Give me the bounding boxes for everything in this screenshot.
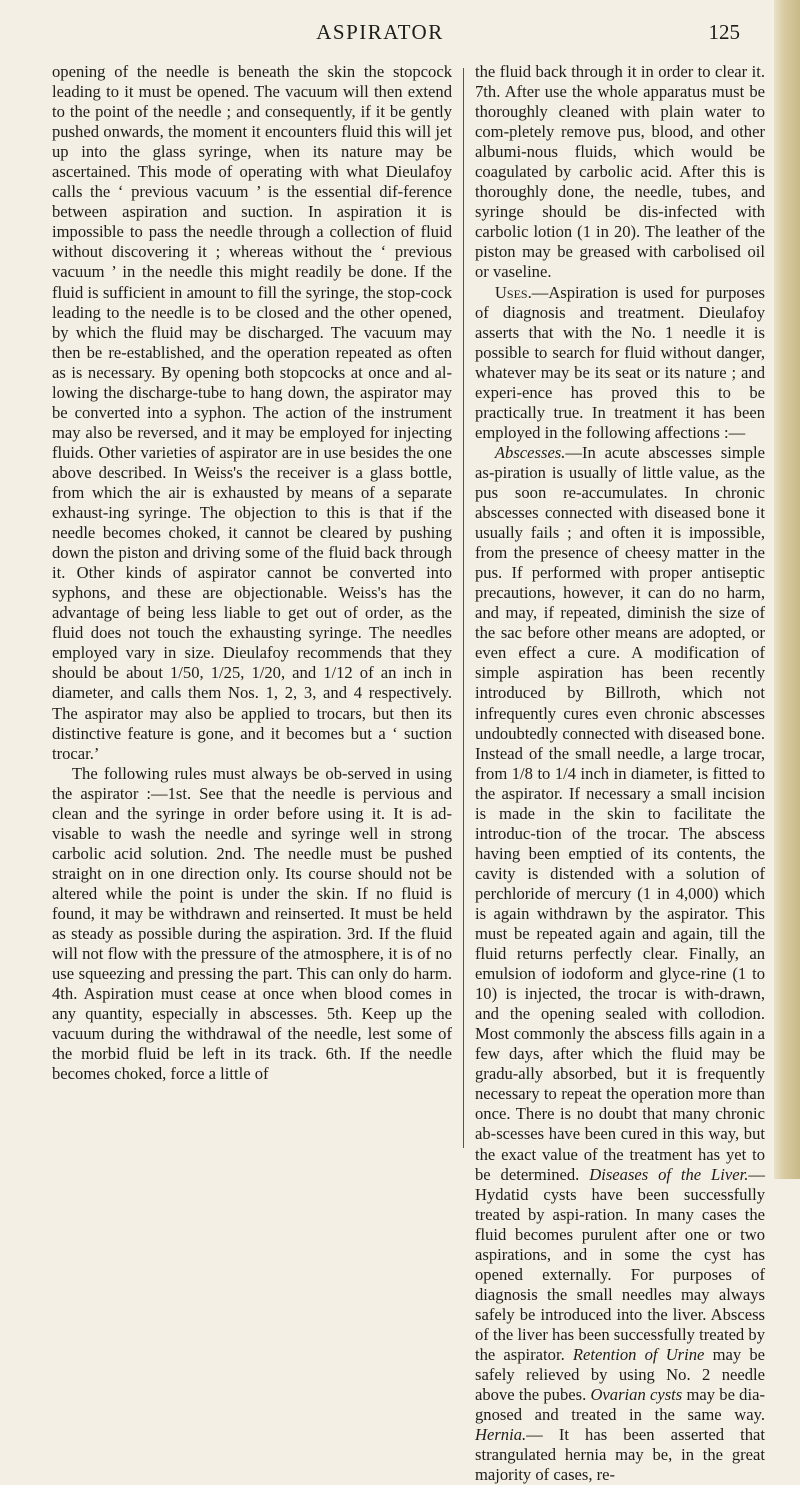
paragraph: the fluid back through it in order to clear it. 7th. After use the whole apparatus must be thoroughly cleaned with plain water to com-pletely remove pus, blood, and other albumi-nous fluids, which would be coagulated by carbolic acid. After this is thoroughly done, the needle, tubes, and syringe should be dis-infected with carbolic lotion (1 in 20). The leather of the piston may be greased with carbolised oil or vaseline. bbox=[475, 62, 765, 282]
abscesses-text: —In acute abscesses simple as-piration is usually of little value, as the pus soon re-accumulates. In chronic abscesses connected with diseased bone it usually fails ; and often it is impossible, from the presence of cheesy matter in the pus. If performed with proper antiseptic precautions, however, it can do no harm, and may, if repeated, diminish the size of the sac before other means are adopted, or even effect a cure. A modification of simple aspiration has been recently introduced by Billroth, which not infrequently cures even chronic abscesses undoubtedly connected with diseased bone. Instead of the small needle, a large trocar, from 1/8 to 1/4 inch in diameter, is fitted to the aspirator. If necessary a small incision is made in the skin to facilitate the introduc-tion of the trocar. The abscess having been emptied of its contents, the cavity is distended with a solution of perchloride of mercury (1 in 4,000) which is again withdrawn by the aspirator. This must be repeated again and again, till the fluid returns perfectly clear. Finally, an emulsion of iodoform and glyce-rine (1 to 10) is injected, the trocar is with-drawn, and the opening sealed with collodion. Most commonly the abscess fills again in a few days, after which the fluid may be gradu-ally absorbed, but it is frequently necessary to repeat the operation more than once. There is no doubt that many chronic ab-scesses have been cured in this way, but the exact value of the treatment has yet to be determined. bbox=[475, 442, 765, 1184]
running-title: ASPIRATOR bbox=[316, 20, 444, 44]
ovarian-text: may be dia-gnosed and treated in the same way. bbox=[475, 1385, 765, 1425]
uses-text: —Aspiration is used for purposes of diagnosis and treatment. Dieulafoy asserts that with the No. 1 needle it is possible to search for fluid without danger, whatever may be its seat or its nature ; and experi-ence has proved this to be practically true. In treatment it has been employed in the following affections :— bbox=[475, 282, 765, 442]
paragraph-abscesses bbox=[475, 443, 765, 1485]
page-number: 125 bbox=[708, 20, 740, 44]
paragraph-uses bbox=[475, 283, 765, 443]
column-divider bbox=[463, 68, 464, 1148]
ovarian-heading: Ovarian cysts bbox=[590, 1385, 683, 1405]
paragraph: opening of the needle is beneath the skin the stopcock leading to it must be opened. The vacuum will then extend to the point of the needle ; and consequently, if it be gently pushed onwards, the moment it encounters fluid this will jet up into the glass syringe, when its nature may be ascertained. This mode of operating with what Dieulafoy calls the ‘ previous vacuum ’ is the essential dif-ference between aspiration and suction. In aspiration it is impossible to pass the needle through a collection of fluid without discovering it ; whereas without the ‘ previous vacuum ’ in the needle this might readily be done. If the fluid is sufficient in amount to fill the syringe, the stop-cock leading to the needle is to be closed and the other opened, by which the fluid may be discharged. The vacuum may then be re-established, and the operation repeated as often as is necessary. By opening both stopcocks at once and al-lowing the discharge-tube to hang down, the aspirator may be converted into a syphon. The action of the instrument may also be reversed, and it may be employed for injecting fluids. Other varieties of aspirator are in use besides the one above described. In Weiss's the receiver is a glass bottle, from which the air is exhausted by means of a separate exhaust-ing syringe. The objection to this is that if the needle becomes choked, it cannot be cleared by pushing down the piston and driving some of the fluid back through it. Other kinds of aspirator cannot be converted into syphons, and these are objectionable. Weiss's has the advantage of being less liable to get out of order, as the fluid does not touch the exhausting syringe. The needles employed vary in size. Dieulafoy recommends that they should be about 1/50, 1/25, 1/20, and 1/12 of an inch in diameter, and calls them Nos. 1, 2, 3, and 4 respectively. The aspirator may also be applied to trocars, but then its distinctive feature is gone, and it becomes but a ‘ suction trocar.’ bbox=[52, 62, 452, 763]
uses-heading: Uses. bbox=[494, 282, 532, 302]
liver-heading: Diseases of the Liver. bbox=[589, 1164, 749, 1184]
liver-text: —Hydatid cysts have been successfully treated by aspi-ration. In many cases the fluid becomes purulent after one or two aspirations, and in some the cyst has opened externally. For purposes of diagnosis the small needles may always safely be introduced into the liver. Abscess of the liver has been successfully treated by the aspirator. bbox=[475, 1164, 765, 1364]
hernia-heading: Hernia. bbox=[475, 1425, 527, 1445]
paragraph-rules: The following rules must always be ob-served in using the aspirator :—1st. See that the needle is pervious and clean and the syringe in order before using it. It is ad-visable to wash the needle and syringe well in strong carbolic acid solution. 2nd. The needle must be pushed straight on in one direction only. Its course should not be altered while the point is under the skin. If no fluid is found, it may be withdrawn and reinserted. It must be held as steady as possible during the aspiration. 3rd. If the fluid will not flow with the pressure of the atmosphere, it is of no use squeezing and pressing the part. This can only do harm. 4th. Aspiration must cease at once when blood comes in any quantity, especially in abscesses. 5th. Keep up the vacuum during the withdrawal of the needle, lest some of the morbid fluid be left in its track. 6th. If the needle becomes choked, force a little of bbox=[52, 763, 452, 1084]
right-column bbox=[475, 62, 765, 1485]
left-column bbox=[52, 62, 452, 1084]
urine-heading: Retention of Urine bbox=[572, 1345, 705, 1364]
abscesses-heading: Abscesses. bbox=[494, 442, 566, 462]
urine-text: may be safely relieved by using No. 2 needle above the pubes. bbox=[475, 1345, 765, 1405]
page-header bbox=[0, 20, 760, 50]
hernia-text: — It has been asserted that strangulated hernia may be, in the great majority of cases, re- bbox=[475, 1425, 765, 1485]
book-spine-edge bbox=[774, 0, 800, 1179]
